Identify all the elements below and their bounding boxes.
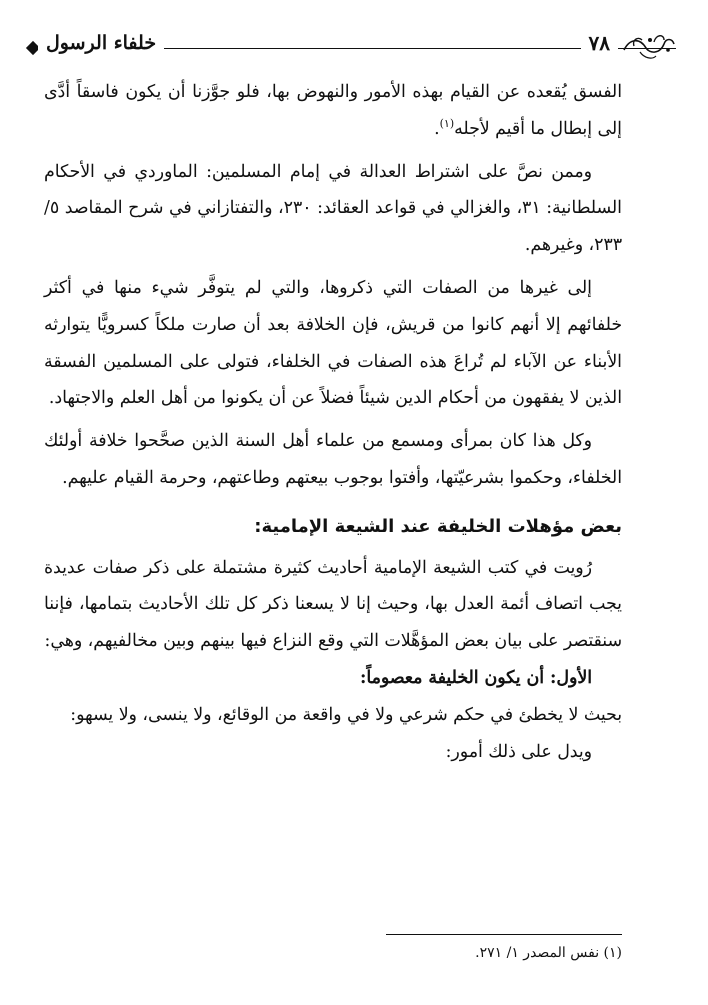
paragraph-3: إلى غيرها من الصفات التي ذكروها، والتي لم يتوفَّر شيء منها في أكثر خلفائهم إلا أنهم كانوا من قريش، فإن الخلافة بعد أن صارت ملكاً كسرويًّا يتوارثه الأبناء عن الآباء لم تُراعَ هذه الصفات في الخلفاء، فتولى على المسلمين الفسقة الذين لا يفقهون من أحكام الدين شيئاً فضلاً عن أن يكونوا من أهل العلم والاجتهاد. <box>44 277 622 409</box>
footnote-separator <box>386 934 622 935</box>
footnote-marker: (١) <box>439 117 455 131</box>
section-heading: بعض مؤهلات الخليفة عند الشيعة الإمامية: <box>254 515 622 537</box>
book-title: خلفاء الرسول <box>38 29 164 57</box>
paragraph-6: بحيث لا يخطئ في حكم شرعي ولا في واقعة من الوقائع، ولا ينسى، ولا يسهو: <box>70 704 622 725</box>
paragraph-4: وكل هذا كان بمرأى ومسمع من علماء أهل السنة الذين صحَّحوا خلافة أولئك الخلفاء، وحكموا بشرعيّتها، وأفتوا بوجوب بيعتهم وطاعتهم، وحرمة القيام عليهم. <box>44 431 622 488</box>
running-header <box>20 28 676 64</box>
floral-ornament-icon <box>620 28 676 64</box>
page-number: ٧٨ <box>581 30 618 56</box>
paragraph-5: رُويت في كتب الشيعة الإمامية أحاديث كثيرة مشتملة على ذكر صفات عديدة يجب اتصاف أئمة العدل بها، وحيث إنا لا يسعنا ذكر كل تلك الأحاديث بتمامها، فإننا سنقتصر على بيان بعض المؤهَّلات التي وقع النزاع فيها بينهم وبين مخالفيهم، وهي: <box>44 557 622 652</box>
paragraph-1: الفسق يُقعده عن القيام بهذه الأمور والنهوض بها، فلو جوَّزنا أن يكون فاسقاً أدَّى إلى إبطال ما أقيم لأجله$^{(١)}$. <box>44 82 622 139</box>
page-body <box>44 74 622 770</box>
footnote: (١) نفس المصدر ١/ ٢٧١. <box>475 945 622 961</box>
sentence-end: . <box>434 118 440 139</box>
subheading: الأول: أن يكون الخليفة معصوماً: <box>359 667 592 688</box>
paragraph-7: ويدل على ذلك أمور: <box>445 741 592 762</box>
paragraph-2: وممن نصَّ على اشتراط العدالة في إمام المسلمين: الماوردي في الأحكام السلطانية: ٣١، والغزالي في قواعد العقائد: ٢٣٠، والتفتازاني في شرح المقاصد ٥/ ٢٣٣، وغيرهم. <box>44 161 622 256</box>
